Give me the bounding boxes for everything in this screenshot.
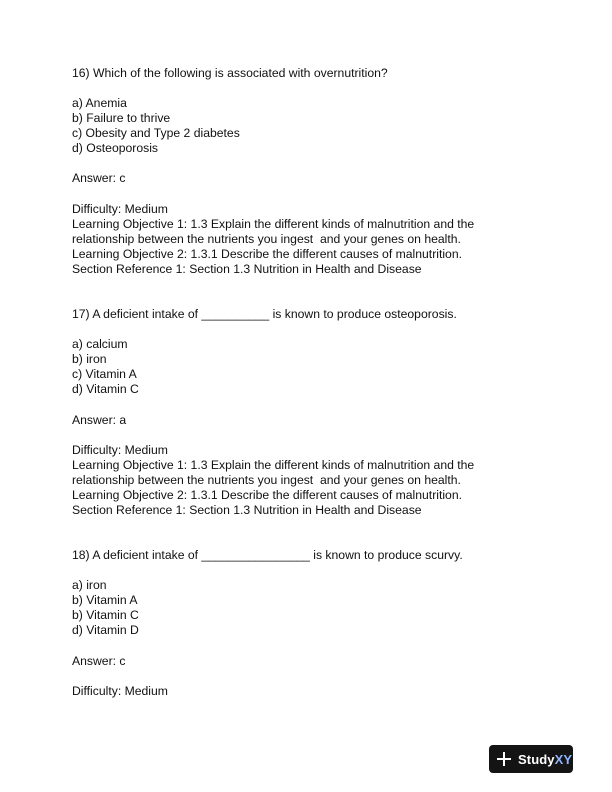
question-16 — [72, 66, 542, 277]
question-stem: 16) Which of the following is associated with overnutrition? — [72, 66, 388, 80]
answer: Answer: c — [72, 653, 126, 668]
learning-objective-1-cont: relationship between the nutrients you ingest and your genes on health. — [72, 231, 461, 246]
option-b: b) iron — [72, 352, 107, 367]
section-reference: Section Reference 1: Section 1.3 Nutrition in Health and Disease — [72, 261, 422, 276]
document-page — [72, 66, 542, 699]
question-17 — [72, 307, 542, 518]
learning-objective-1: Learning Objective 1: 1.3 Explain the different kinds of malnutrition and the — [72, 216, 475, 231]
brand-logo-text: StudyXY — [518, 751, 573, 767]
question-18 — [72, 548, 542, 699]
difficulty: Difficulty: Medium — [72, 683, 168, 698]
option-c: b) Vitamin C — [72, 608, 139, 623]
option-b: b) Failure to thrive — [72, 111, 171, 126]
option-c: c) Obesity and Type 2 diabetes — [72, 126, 240, 141]
option-c: c) Vitamin A — [72, 367, 137, 382]
plus-icon — [496, 751, 512, 767]
difficulty: Difficulty: Medium — [72, 201, 168, 216]
option-a: a) Anemia — [72, 96, 127, 111]
answer: Answer: c — [72, 171, 126, 186]
option-d: d) Vitamin D — [72, 623, 139, 638]
learning-objective-2: Learning Objective 2: 1.3.1 Describe the different causes of malnutrition. — [72, 246, 462, 261]
option-b: b) Vitamin A — [72, 593, 138, 608]
option-a: a) iron — [72, 578, 107, 593]
learning-objective-1: Learning Objective 1: 1.3 Explain the different kinds of malnutrition and the — [72, 457, 475, 472]
option-d: d) Osteoporosis — [72, 141, 159, 156]
learning-objective-2: Learning Objective 2: 1.3.1 Describe the different causes of malnutrition. — [72, 487, 462, 502]
question-stem: 18) A deficient intake of ________________ is known to produce scurvy. — [72, 548, 463, 563]
option-d: d) Vitamin C — [72, 382, 139, 397]
question-stem: 17) A deficient intake of __________ is known to produce osteoporosis. — [72, 307, 457, 322]
difficulty: Difficulty: Medium — [72, 442, 168, 457]
option-a: a) calcium — [72, 337, 128, 352]
studyxy-badge[interactable] — [489, 745, 573, 773]
learning-objective-1-cont: relationship between the nutrients you ingest and your genes on health. — [72, 472, 461, 487]
section-reference: Section Reference 1: Section 1.3 Nutrition in Health and Disease — [72, 502, 422, 517]
answer: Answer: a — [72, 412, 127, 427]
